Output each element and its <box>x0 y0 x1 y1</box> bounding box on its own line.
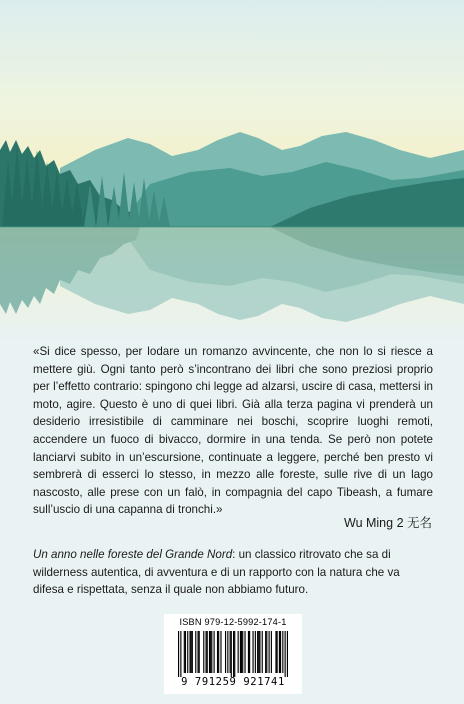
barcode-bar <box>249 631 250 673</box>
barcode-bar <box>266 631 267 673</box>
barcode-bar <box>285 631 286 677</box>
barcode-bar <box>241 631 242 673</box>
barcode-bar <box>282 631 283 673</box>
barcode-bar <box>195 631 196 673</box>
barcode-bar <box>214 631 215 673</box>
barcode-bar <box>210 631 211 673</box>
barcode-bar <box>257 631 258 673</box>
quote-author: Wu Ming 2 无名 <box>344 516 432 530</box>
barcode-bar <box>244 631 245 673</box>
barcode-bar <box>233 631 234 677</box>
barcode-bar <box>280 631 281 673</box>
barcode-bar <box>258 631 259 673</box>
book-title: Un anno nelle foreste del Grande Nord <box>33 548 233 561</box>
barcode-digits: 9 791259 921741 <box>181 676 285 688</box>
barcode-bar <box>262 631 263 673</box>
book-blurb <box>33 546 433 599</box>
barcode-bar <box>265 631 266 673</box>
barcode-bar <box>217 631 218 673</box>
barcode-bar <box>191 631 192 673</box>
blurb-text: : un classico ritrovato che sa di wilderness autentica, di avventura e di un rapporto con la natura che va difesa e rispettata, senza il quale non abbiamo futuro. <box>33 548 400 597</box>
barcode-bars <box>178 631 288 677</box>
barcode-bar <box>207 631 208 673</box>
barcode-bar <box>271 631 272 673</box>
barcode-bar <box>248 631 249 673</box>
barcode-bar <box>206 631 207 673</box>
barcode-bar <box>185 631 186 673</box>
waterline <box>0 226 464 228</box>
barcode-bar <box>192 631 193 673</box>
barcode-bar <box>269 631 270 673</box>
barcode-bar <box>180 631 181 677</box>
barcode-bar <box>178 631 179 677</box>
barcode-bar <box>238 631 239 673</box>
barcode-bar <box>225 631 226 673</box>
barcode-bar <box>279 631 280 673</box>
barcode-bar <box>184 631 185 673</box>
barcode-bar <box>275 631 276 673</box>
barcode-label <box>164 614 302 694</box>
barcode-bar <box>252 631 253 673</box>
barcode-bar <box>220 631 221 673</box>
lake-landscape-illustration <box>0 0 464 340</box>
barcode-bar <box>231 631 232 677</box>
barcode-bar <box>189 631 190 673</box>
barcode-bar <box>199 631 200 673</box>
barcode-bar <box>277 631 278 673</box>
barcode-bar <box>242 631 243 673</box>
barcode-bar <box>218 631 219 673</box>
quote-block <box>33 343 433 519</box>
barcode-bar <box>287 631 288 677</box>
barcode-bar <box>187 631 188 673</box>
barcode-bar <box>227 631 228 673</box>
barcode-bar <box>234 631 235 677</box>
barcode-bar <box>259 631 260 673</box>
isbn-number: ISBN 979-12-5992-174-1 <box>179 617 287 627</box>
barcode-bar <box>211 631 212 673</box>
barcode-bar <box>255 631 256 673</box>
quote-text: «Si dice spesso, per lodare un romanzo avvincente, che non lo si riesce a mettere giù. Ogni tanto però s’incontrano dei libri che sono preziosi proprio per l’effetto contrario: spingono chi legge ad alzarsi, uscire di casa, mettersi in moto, agire. Questo è uno di quei libri. Già alla terza pagina vi prenderà un desiderio irresistibile di camminare nei boschi, scoprire luoghi remoti, accendere un fuoco di bivacco, dormire in una tenda. Se però non potete lanciarvi subito in un’escursione, continuate a leggere, perché ben presto vi sembrerà di esserci lo stesso, in mezzo alle foreste, sulle rive di un lago nascosto, alle prese con un falò, in compagnia del capo Tibeash, a fumare sull’uscio di una capanna di tronchi.» <box>33 345 433 517</box>
barcode-bar <box>197 631 198 673</box>
barcode-bar <box>209 631 210 673</box>
barcode-bar <box>203 631 204 673</box>
barcode-bar <box>240 631 241 673</box>
barcode-bar <box>230 631 231 673</box>
